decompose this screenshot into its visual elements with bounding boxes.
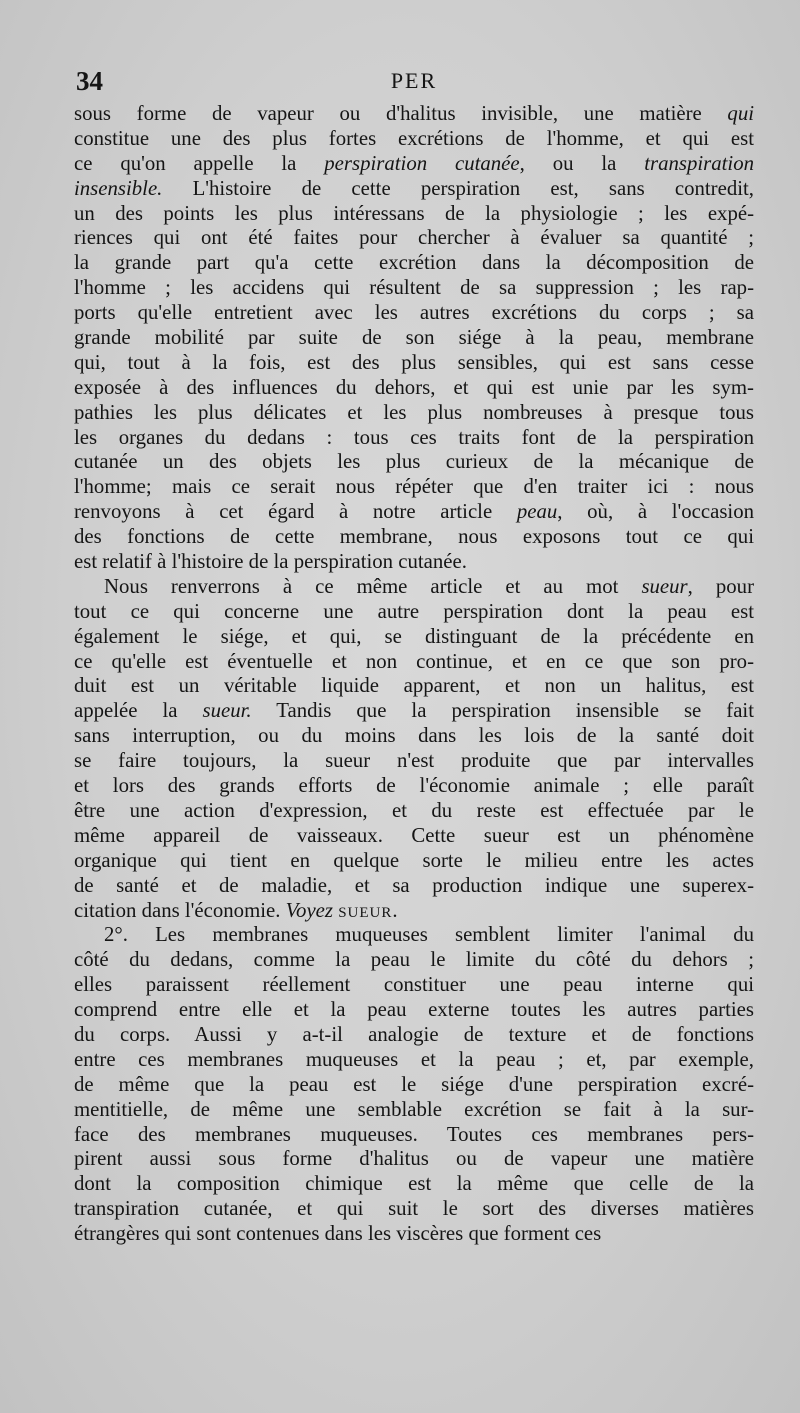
text-run: du corps. Aussi y a-t-il analogie de texture et de fonctions	[74, 1022, 754, 1046]
text-line	[74, 699, 754, 724]
text-run: qui, tout à la fois, est des plus sensibles, qui est sans cesse	[74, 350, 754, 374]
text-run: , pour	[687, 574, 754, 598]
text-line	[74, 202, 754, 227]
text-line	[74, 849, 754, 874]
text-line	[74, 500, 754, 525]
text-line	[74, 450, 754, 475]
text-line	[74, 998, 754, 1023]
text-line	[74, 600, 754, 625]
text-run: de santé et de maladie, et sa production indique une superex-	[74, 873, 754, 897]
text-run: , ou la	[519, 151, 645, 175]
text-run: côté du dedans, comme la peau le limite du côté du dehors ;	[74, 948, 754, 972]
text-line	[74, 251, 754, 276]
text-run: l'homme ; les accidens qui résultent de sa suppression ; les rap-	[74, 276, 754, 300]
text-run: également le siége, et qui, se distinguant de la précédente en	[74, 624, 754, 648]
text-line	[74, 276, 754, 301]
page-number: 34	[76, 66, 103, 96]
text-line	[74, 152, 754, 177]
text-run: l'homme; mais ce serait nous répéter que d'en traiter ici : nous	[74, 475, 754, 499]
text-run: exposée à des influences du dehors, et qui est unie par les sym-	[74, 375, 754, 399]
text-run: transpiration cutanée, et qui suit le sort des diverses matières	[74, 1197, 754, 1221]
text-line	[74, 1048, 754, 1073]
text-run: .	[392, 898, 398, 922]
text-run: les organes du dedans : tous ces traits font de la perspiration	[74, 425, 754, 449]
small-caps-text: SUEUR	[338, 904, 393, 921]
text-line	[74, 1197, 754, 1222]
text-run: des fonctions de cette membrane, nous exposons tout ce qui	[74, 525, 754, 549]
text-run: et lors des grands efforts de l'économie animale ; elle paraît	[74, 774, 754, 798]
text-run: constitue une des plus fortes excrétions de l'homme, et qui est	[74, 126, 754, 150]
text-run: ce qu'elle est éventuelle et non continue, et en ce que son pro-	[74, 649, 754, 673]
text-run: être une action d'expression, et du reste est effectuée par le	[74, 798, 754, 822]
text-line	[74, 351, 754, 376]
italic-text: perspiration cutanée	[324, 151, 520, 175]
text-line	[74, 1123, 754, 1148]
text-run: elles paraissent réellement constituer une peau interne qui	[74, 973, 754, 997]
text-run: même appareil de vaisseaux. Cette sueur est un phénomène	[74, 823, 754, 847]
text-line	[74, 1147, 754, 1172]
text-line	[74, 948, 754, 973]
text-run: dont la composition chimique est la même que celle de la	[74, 1172, 754, 1196]
text-line	[74, 1023, 754, 1048]
text-line	[74, 475, 754, 500]
text-run: Tandis que la perspiration insensible se fait	[251, 699, 754, 723]
text-line	[74, 749, 754, 774]
text-run: un des points les plus intéressans de la physiologie ; les expé-	[74, 201, 754, 225]
text-line	[74, 226, 754, 251]
text-line	[74, 301, 754, 326]
text-line	[74, 550, 754, 575]
text-run: la grande part qu'a cette excrétion dans la décomposition de	[74, 251, 754, 275]
text-run: appelée la	[74, 699, 203, 723]
text-line	[74, 525, 754, 550]
text-run: , où, à l'occasion	[557, 500, 754, 524]
text-line	[74, 874, 754, 899]
text-line	[74, 799, 754, 824]
italic-text: sueur	[641, 574, 688, 598]
text-run: Nous renverrons à ce même article et au mot	[104, 574, 642, 598]
italic-text: sueur.	[202, 699, 252, 723]
text-line	[74, 1172, 754, 1197]
text-run: organique qui tient en quelque sorte le milieu entre les actes	[74, 848, 754, 872]
text-line	[74, 923, 754, 948]
text-run: se faire toujours, la sueur n'est produite que par intervalles	[74, 749, 754, 773]
text-run: mentitielle, de même une semblable excrétion se fait à la sur-	[74, 1097, 754, 1121]
text-line	[74, 326, 754, 351]
text-line	[74, 973, 754, 998]
text-run: L'histoire de cette perspiration est, sans contredit,	[162, 176, 754, 200]
text-run: riences qui ont été faites pour chercher à évaluer sa quantité ;	[74, 226, 754, 250]
text-run: pirent aussi sous forme d'halitus ou de vapeur une matière	[74, 1147, 754, 1171]
text-line	[74, 674, 754, 699]
text-run: ce qu'on appelle la	[74, 151, 325, 175]
text-run: renvoyons à cet égard à notre article	[74, 500, 517, 524]
text-run: comprend entre elle et la peau externe toutes les autres parties	[74, 998, 754, 1022]
text-line	[74, 426, 754, 451]
text-line	[74, 1222, 754, 1247]
text-run: face des membranes muqueuses. Toutes ces membranes pers-	[74, 1122, 754, 1146]
text-line	[74, 401, 754, 426]
text-line	[74, 774, 754, 799]
text-run: sous forme de vapeur ou d'halitus invisible, une matière	[74, 102, 728, 125]
italic-text: peau	[516, 500, 558, 524]
text-run: pathies les plus délicates et les plus nombreuses à presque tous	[74, 400, 754, 424]
italic-text: Voyez	[285, 898, 334, 922]
running-head: PER	[390, 68, 438, 93]
text-line	[74, 127, 754, 152]
text-line	[74, 625, 754, 650]
text-run: est relatif à l'histoire de la perspiration cutanée.	[74, 550, 467, 574]
text-run: de même que la peau est le siége d'une perspiration excré-	[74, 1072, 754, 1096]
text-run: 2°. Les membranes muqueuses semblent limiter l'animal du	[104, 923, 754, 947]
text-run: ports qu'elle entretient avec les autres excrétions du corps ; sa	[74, 301, 754, 325]
text-line	[74, 102, 754, 127]
text-run: entre ces membranes muqueuses et la peau ; et, par exemple,	[74, 1047, 754, 1071]
text-line	[74, 1098, 754, 1123]
text-run: citation dans l'économie.	[74, 898, 286, 922]
text-line	[74, 177, 754, 202]
italic-text: transpiration	[644, 151, 755, 175]
text-run: étrangères qui sont contenues dans les viscères que forment ces	[74, 1222, 602, 1246]
body-text	[74, 102, 754, 1247]
text-line	[74, 376, 754, 401]
text-run: cutanée un des objets les plus curieux de la mécanique de	[74, 450, 754, 474]
italic-text: insensible.	[74, 176, 163, 200]
text-run: duit est un véritable liquide apparent, et non un halitus, est	[74, 674, 754, 698]
text-line	[74, 575, 754, 600]
text-line	[74, 650, 754, 675]
page-header	[76, 66, 752, 100]
text-run: tout ce qui concerne une autre perspiration dont la peau est	[74, 599, 754, 623]
text-line	[74, 824, 754, 849]
text-line	[74, 899, 754, 924]
text-line	[74, 1073, 754, 1098]
text-run: sans interruption, ou du moins dans les lois de la santé doit	[74, 724, 754, 748]
text-run: grande mobilité par suite de son siége à la peau, membrane	[74, 326, 754, 350]
italic-text: qui	[727, 102, 754, 125]
text-line	[74, 724, 754, 749]
